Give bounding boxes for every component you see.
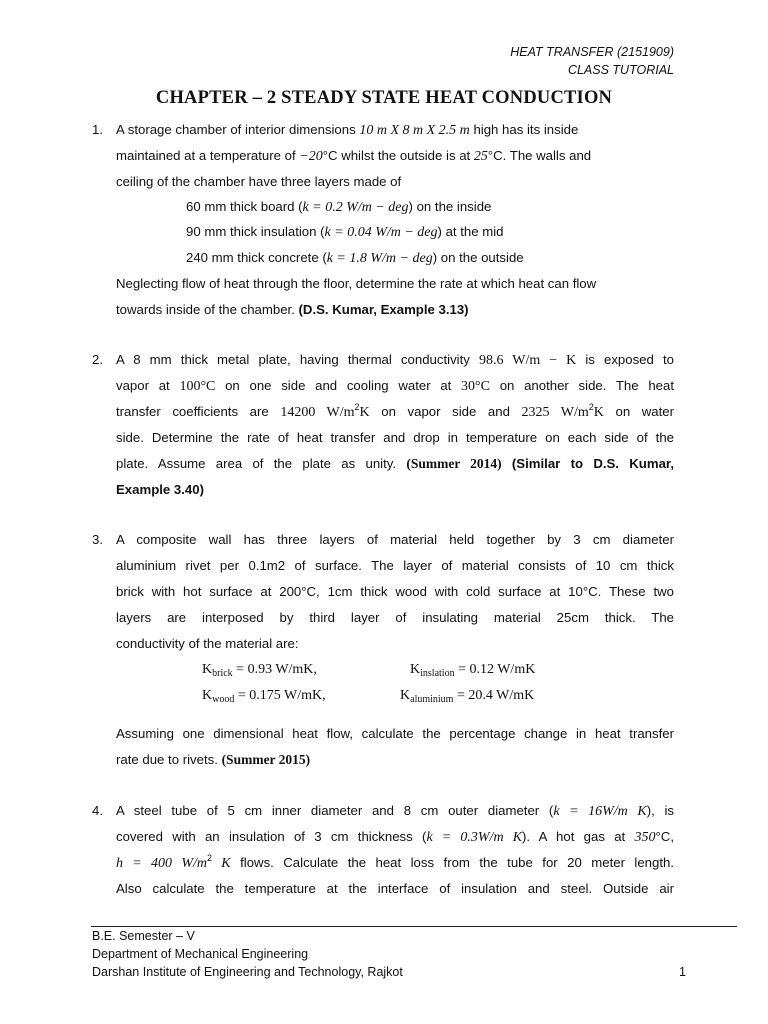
q1-line-4: Neglecting flow of heat through the floor, determine the rate at which heat can flow xyxy=(116,276,597,291)
q3-line-6: Assuming one dimensional heat flow, calculate the percentage change in heat transfer xyxy=(116,726,674,741)
q2-reference-book: (Similar to D.S. Kumar, xyxy=(501,456,674,471)
q3-line-5: conductivity of the material are: xyxy=(116,636,299,651)
q4-line-4: Also calculate the temperature at the interface of insulation and steel. Outside air xyxy=(116,881,674,896)
k-aluminium: $K_{aluminium} = 20.4$ W/mK xyxy=(400,688,535,705)
q1-line-5: towards inside of the chamber. (D.S. Kumar, Example 3.13) xyxy=(116,302,469,317)
footer-department: Department of Mechanical Engineering xyxy=(92,947,309,961)
k-insulation: $K_{inslation} = 0.12$ W/mK xyxy=(410,662,536,679)
q2-line-4: side. Determine the rate of heat transfer and drop in temperature on each side of the xyxy=(116,430,674,445)
question-number: 2. xyxy=(92,352,103,367)
q3-line-4: layers are interposed by third layer of insulating material 25cm thick. The xyxy=(116,610,674,625)
q3-line-7: rate due to rivets. (Summer 2015) xyxy=(116,752,311,767)
question-number: 1. xyxy=(92,122,103,137)
q1-line-1: A storage chamber of interior dimensions 10 m X 8 m X 2.5 m high has its inside xyxy=(116,122,579,138)
q1-layer-1: 60 mm thick board (k = 0.2 W/m − deg) on the inside xyxy=(186,199,492,215)
header-course: HEAT TRANSFER (2151909) xyxy=(510,45,674,59)
q1-layer-2: 90 mm thick insulation (k = 0.04 W/m − deg) at the mid xyxy=(186,224,504,240)
question-number: 3. xyxy=(92,532,103,547)
k-wood: $K_{wood} = 0.175$ W/mK, xyxy=(202,688,326,705)
q1-line-2: maintained at a temperature of −20°C whilst the outside is at 25°C. The walls and xyxy=(116,148,592,164)
q3-reference: (Summer 2015) xyxy=(221,752,311,767)
q4-line-1: A steel tube of 5 cm inner diameter and 8 cm outer diameter (k = 16W/m K), is xyxy=(116,803,674,819)
q3-line-3: brick with hot surface at 200°C, 1cm thick wood with cold surface at 10°C. These two xyxy=(116,584,674,599)
header-type: CLASS TUTORIAL xyxy=(567,63,674,77)
k-brick: $K_{brick} = 0.93$ W/mK, xyxy=(202,662,317,679)
page-number: 1 xyxy=(679,965,686,979)
footer-institute: Darshan Institute of Engineering and Technology, Rajkot xyxy=(92,965,403,979)
footer-divider xyxy=(91,926,737,927)
q2-line-6: Example 3.40) xyxy=(116,482,204,497)
chapter-title: CHAPTER – 2 STEADY STATE HEAT CONDUCTION xyxy=(155,88,613,108)
q2-line-1: A 8 mm thick metal plate, having thermal conductivity 98.6 W/m − K is exposed to xyxy=(116,352,674,368)
q1-line-3: ceiling of the chamber have three layers made of xyxy=(116,174,402,189)
q2-reference-exam: (Summer 2014) xyxy=(406,456,502,471)
footer-semester: B.E. Semester – V xyxy=(92,929,195,943)
q4-line-3: h = 400 $W/m^2$ K flows. Calculate the heat loss from the tube for 20 meter length. xyxy=(116,853,675,871)
question-number: 4. xyxy=(92,803,103,818)
q2-line-2: vapor at 100°C on one side and cooling water at 30°C on another side. The heat xyxy=(116,378,674,394)
q2-line-5: plate. Assume area of the plate as unity. (Summer 2014) (Similar to D.S. Kumar, xyxy=(116,456,674,471)
q2-line-3: transfer coefficients are 14200 $W/m^2K$ on vapor side and 2325 $W/m^2K$ on water xyxy=(116,402,675,420)
q4-line-2: covered with an insulation of 3 cm thickness (k = 0.3W/m K). A hot gas at 350°C, xyxy=(116,829,674,845)
q3-line-2: aluminium rivet per 0.1m2 of surface. The layer of material consists of 10 cm thick xyxy=(116,558,674,573)
q1-reference: (D.S. Kumar, Example 3.13) xyxy=(298,302,469,317)
q1-layer-3: 240 mm thick concrete (k = 1.8 W/m − deg) on the outside xyxy=(186,250,524,266)
q3-line-1: A composite wall has three layers of material held together by 3 cm diameter xyxy=(116,532,674,547)
